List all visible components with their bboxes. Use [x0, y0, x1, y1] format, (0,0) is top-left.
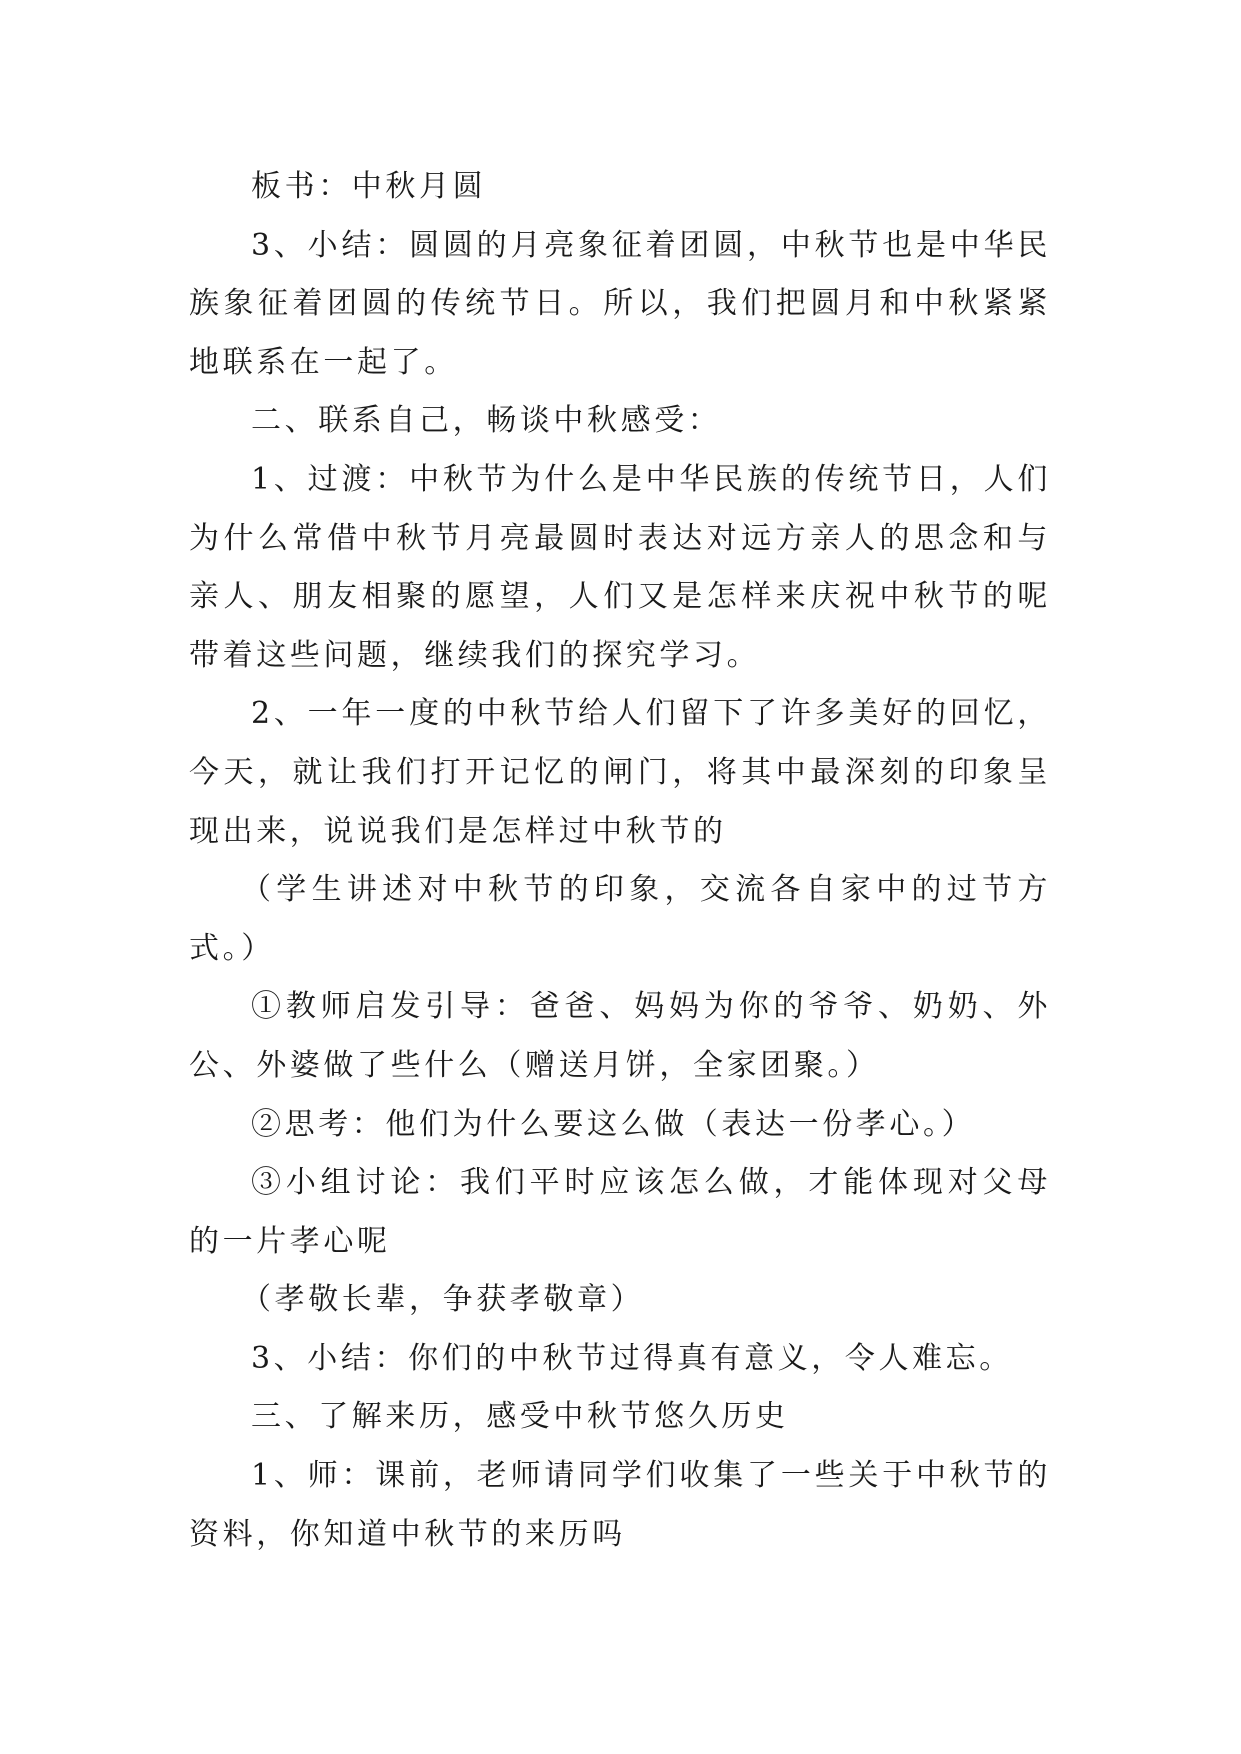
- transition-paragraph: 1、过渡：中秋节为什么是中华民族的传统节日，人们为什么常借中秋节月亮最圆时表达对远方亲人的思念和与亲人、朋友相聚的愿望，人们又是怎样来庆祝中秋节的呢带着这些问题，继续我们的探究学习。: [189, 461, 1051, 673]
- guide-item-1: ①教师启发引导：爸爸、妈妈为你的爷爷、奶奶、外公、外婆做了些什么（赠送月饼，全家团聚。）: [189, 989, 1051, 1083]
- document-page: [189, 158, 1051, 1564]
- summary-paragraph-1: 3、小结：圆圆的月亮象征着团圆，中秋节也是中华民族象征着团圆的传统节日。所以，我们把圆月和中秋紧紧地联系在一起了。: [189, 227, 1051, 380]
- blackboard-note: 板书：中秋月圆: [251, 169, 487, 204]
- section-heading-3: 三、了解来历，感受中秋节悠久历史: [251, 1399, 789, 1435]
- guide-item-3: ③小组讨论：我们平时应该怎么做，才能体现对父母的一片孝心呢: [189, 1165, 1051, 1259]
- student-activity-note: （学生讲述对中秋节的印象，交流各自家中的过节方式。）: [189, 872, 1051, 966]
- respect-note: （孝敬长辈，争获孝敬章）: [241, 1282, 645, 1318]
- guide-item-2: ②思考：他们为什么要这么做（表达一份孝心。）: [251, 1106, 976, 1142]
- section-heading-2: 二、联系自己，畅谈中秋感受：: [251, 403, 722, 439]
- teacher-question-paragraph: 1、师：课前，老师请同学们收集了一些关于中秋节的资料，你知道中秋节的来历吗: [189, 1458, 1051, 1552]
- memory-paragraph: 2、一年一度的中秋节给人们留下了许多美好的回忆，今天，就让我们打开记忆的闸门，将其中最深刻的印象呈现出来，说说我们是怎样过中秋节的: [189, 696, 1051, 849]
- summary-paragraph-2: 3、小结：你们的中秋节过得真有意义，令人难忘。: [251, 1340, 1013, 1376]
